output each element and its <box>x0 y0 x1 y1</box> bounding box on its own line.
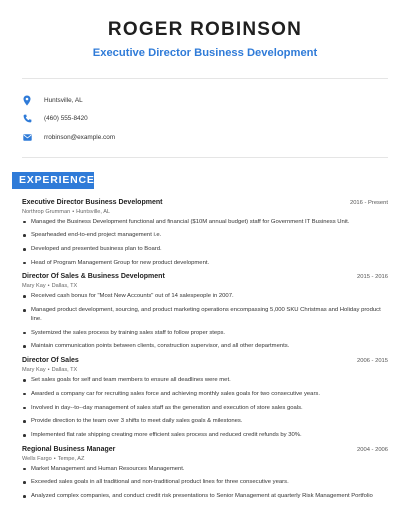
candidate-name: ROGER ROBINSON <box>107 19 303 40</box>
separator-dot: • <box>47 366 50 373</box>
job-dates: 2015 - 2016 <box>357 274 388 281</box>
job-role: Director Of Sales <box>22 356 79 364</box>
bullet-item: Awarded a company car for recruiting sales force and achieving monthly sales goals for two consecutive years. <box>22 390 388 399</box>
job-bullets <box>22 376 388 440</box>
bullet-item: Implemented flat rate shipping creating more efficient sales process and reduced credit refunds by 30%. <box>22 431 388 440</box>
job-location: Dallas, TX <box>51 366 78 373</box>
job-bullets <box>22 292 388 351</box>
phone-text: (460) 555-8420 <box>44 115 88 123</box>
bullet-item: Analyzed complex companies, and conduct credit risk presentations to Senior Management at quarterly Risk Management Portfolio <box>22 492 388 501</box>
job-header <box>22 199 388 206</box>
job-company: Wells Fargo <box>22 455 52 462</box>
job-role: Regional Business Manager <box>22 445 116 453</box>
job-company: Mary Kay <box>22 366 46 373</box>
bullet-item: Head of Program Management Group for new product development. <box>22 259 388 268</box>
experience-section-heading: EXPERIENCE <box>12 172 94 189</box>
contact-email <box>22 128 410 147</box>
job-company: Mary Kay <box>22 283 46 290</box>
separator-dot: • <box>53 455 56 462</box>
job-header <box>22 357 388 364</box>
bullet-item: Market Management and Human Resources Management. <box>22 465 388 474</box>
candidate-title: Executive Director Business Development <box>92 47 318 59</box>
job-entry <box>22 446 388 501</box>
job-header <box>22 446 388 453</box>
separator-dot: • <box>72 208 75 215</box>
location-pin-icon <box>22 94 32 106</box>
job-location: Dallas, TX <box>51 283 78 290</box>
job-dates: 2004 - 2006 <box>357 446 388 453</box>
job-bullets <box>22 465 388 501</box>
job-company-line <box>22 283 388 289</box>
job-company: Northrop Grumman <box>22 208 71 215</box>
bullet-item: Maintain communication points between clients, construction supervisor, and all other departments. <box>22 342 388 351</box>
bullet-item: Received cash bonus for "Most New Accounts" out of 14 salespeople in 2007. <box>22 292 388 301</box>
bullet-item: Exceeded sales goals in all traditional and non-traditional product lines for three consecutive years. <box>22 478 388 487</box>
location-text: Huntsville, AL <box>44 96 83 104</box>
job-location: Huntsville, AL <box>76 208 111 215</box>
bullet-item: Managed the Business Development functional and financial ($10M annual budget) staff for Government IT Business Unit. <box>22 218 388 227</box>
bullet-item: Provide direction to the team over 3 shifts to meet daily sales goals & milestones. <box>22 417 388 426</box>
job-entry <box>22 199 388 268</box>
job-dates: 2006 - 2015 <box>357 357 388 364</box>
bullet-item: Systemized the sales process by training sales staff to follow proper steps. <box>22 329 388 338</box>
job-dates: 2016 - Present <box>349 199 388 206</box>
resume-header <box>0 0 410 60</box>
bullet-item: Spearheaded end-to-end project management i.e. <box>22 231 388 240</box>
bullet-item: Developed and presented business plan to Board. <box>22 245 388 254</box>
envelope-icon <box>22 131 32 143</box>
contact-divider <box>22 157 388 158</box>
job-entry <box>22 357 388 440</box>
job-company-line <box>22 209 388 215</box>
job-company-line <box>22 456 388 462</box>
job-company-line <box>22 367 388 373</box>
job-location: Tempe, AZ <box>57 455 85 462</box>
bullet-item: Set sales goals for self and team members to ensure all deadlines were met. <box>22 376 388 385</box>
job-bullets <box>22 218 388 268</box>
separator-dot: • <box>47 283 50 290</box>
bullet-item: Involved in day--to--day management of sales staff as the generation and execution of store sales goals. <box>22 404 388 413</box>
bullet-item: Managed product development, sourcing, and product marketing operations encompassing 5,000 SKU Christmas and Holiday product line. <box>22 306 388 323</box>
phone-icon <box>22 113 32 125</box>
contact-phone <box>22 110 410 129</box>
job-entry <box>22 273 388 351</box>
contact-block <box>0 79 410 147</box>
job-role: Executive Director Business Development <box>22 198 163 206</box>
experience-list <box>0 189 410 501</box>
contact-location <box>22 91 410 110</box>
email-text[interactable]: rrobinson@example.com <box>44 133 116 141</box>
job-role: Director Of Sales & Business Development <box>22 273 165 281</box>
job-header <box>22 273 388 280</box>
